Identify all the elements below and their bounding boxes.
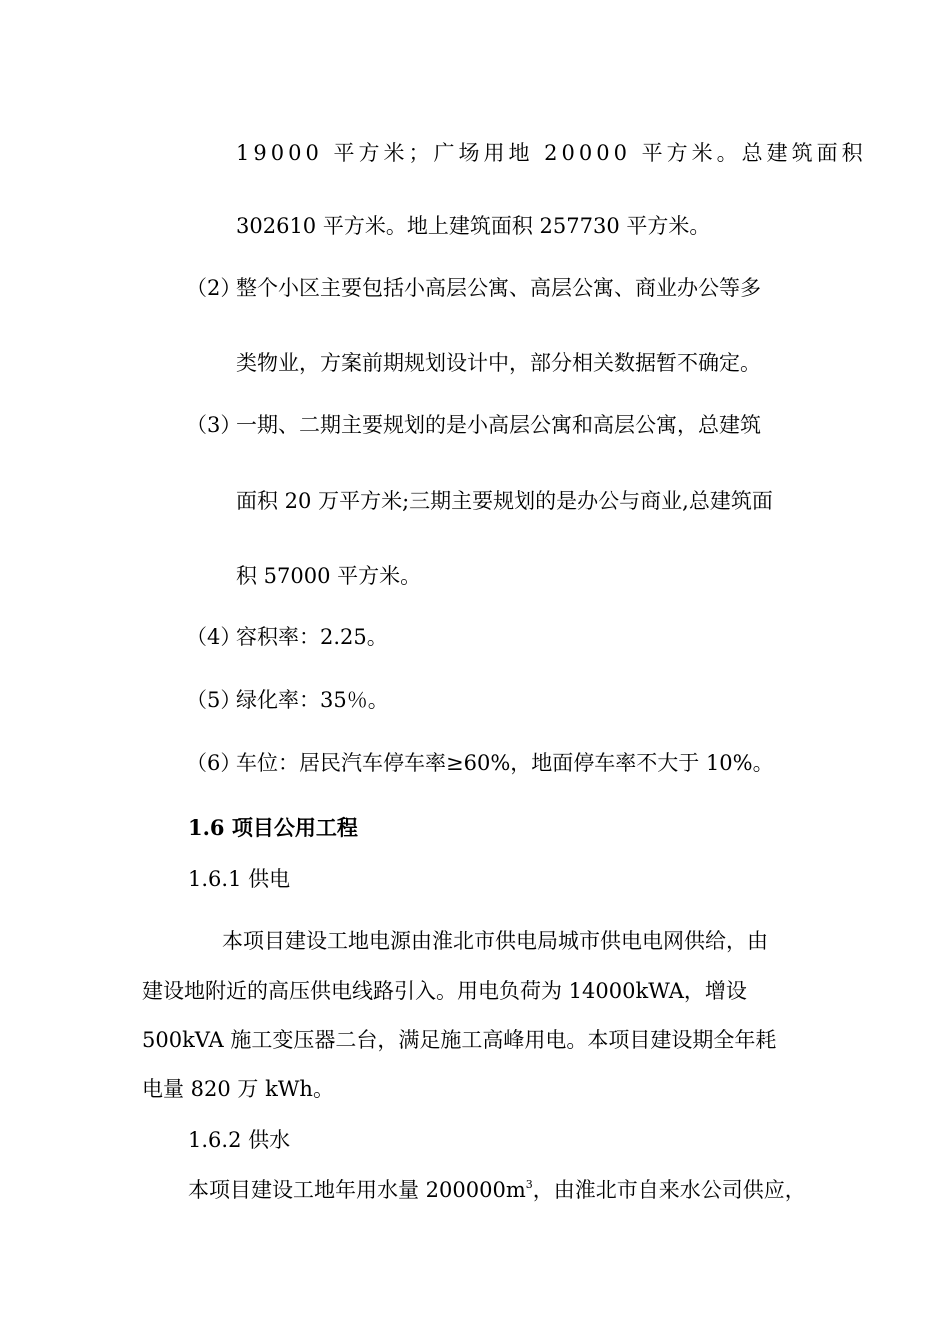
water-text-a: 本项目建设工地年用水量 200000m xyxy=(188,1178,526,1202)
paragraph-line xyxy=(188,1177,806,1203)
list-item-line: 面积 20 万平方米;三期主要规划的是办公与商业,总建筑面 xyxy=(236,489,773,513)
paragraph-line: 19000 平方米；广场用地 20000 平方米。总建筑面积 xyxy=(236,141,867,165)
section-heading: 1.6 项目公用工程 xyxy=(188,815,358,840)
list-item-line: 一期、二期主要规划的是小高层公寓和高层公寓，总建筑 xyxy=(236,413,761,437)
paragraph-line: 电量 820 万 kWh。 xyxy=(142,1077,334,1101)
list-item-number: （5） xyxy=(186,688,242,712)
subsection-heading: 1.6.1 供电 xyxy=(188,867,291,891)
paragraph-line: 302610 平方米。地上建筑面积 257730 平方米。 xyxy=(236,214,711,238)
paragraph-line: 本项目建设工地电源由淮北市供电局城市供电电网供给，由 xyxy=(222,929,768,953)
list-item-line: 类物业，方案前期规划设计中，部分相关数据暂不确定。 xyxy=(236,351,761,375)
list-item-line: 积 57000 平方米。 xyxy=(236,564,422,588)
list-item-line: 容积率：2.25。 xyxy=(236,625,388,649)
water-text-b: ，由淮北市自来水公司供应， xyxy=(532,1178,806,1202)
paragraph-line: 500kVA 施工变压器二台，满足施工高峰用电。本项目建设期全年耗 xyxy=(142,1028,777,1052)
list-item-number: （3） xyxy=(186,413,242,437)
list-item-line: 整个小区主要包括小高层公寓、高层公寓、商业办公等多 xyxy=(236,276,761,300)
list-item-line: 车位：居民汽车停车率≥60%，地面停车率不大于 10%。 xyxy=(236,751,774,775)
list-item-number: （4） xyxy=(186,625,242,649)
list-item-number: （6） xyxy=(186,751,242,775)
paragraph-line: 建设地附近的高压供电线路引入。用电负荷为 14000kWA，增设 xyxy=(142,979,747,1003)
list-item-line: 绿化率：35％。 xyxy=(236,688,389,712)
subsection-heading: 1.6.2 供水 xyxy=(188,1128,291,1152)
list-item-number: （2） xyxy=(186,276,242,300)
superscript: 3 xyxy=(525,1178,533,1191)
